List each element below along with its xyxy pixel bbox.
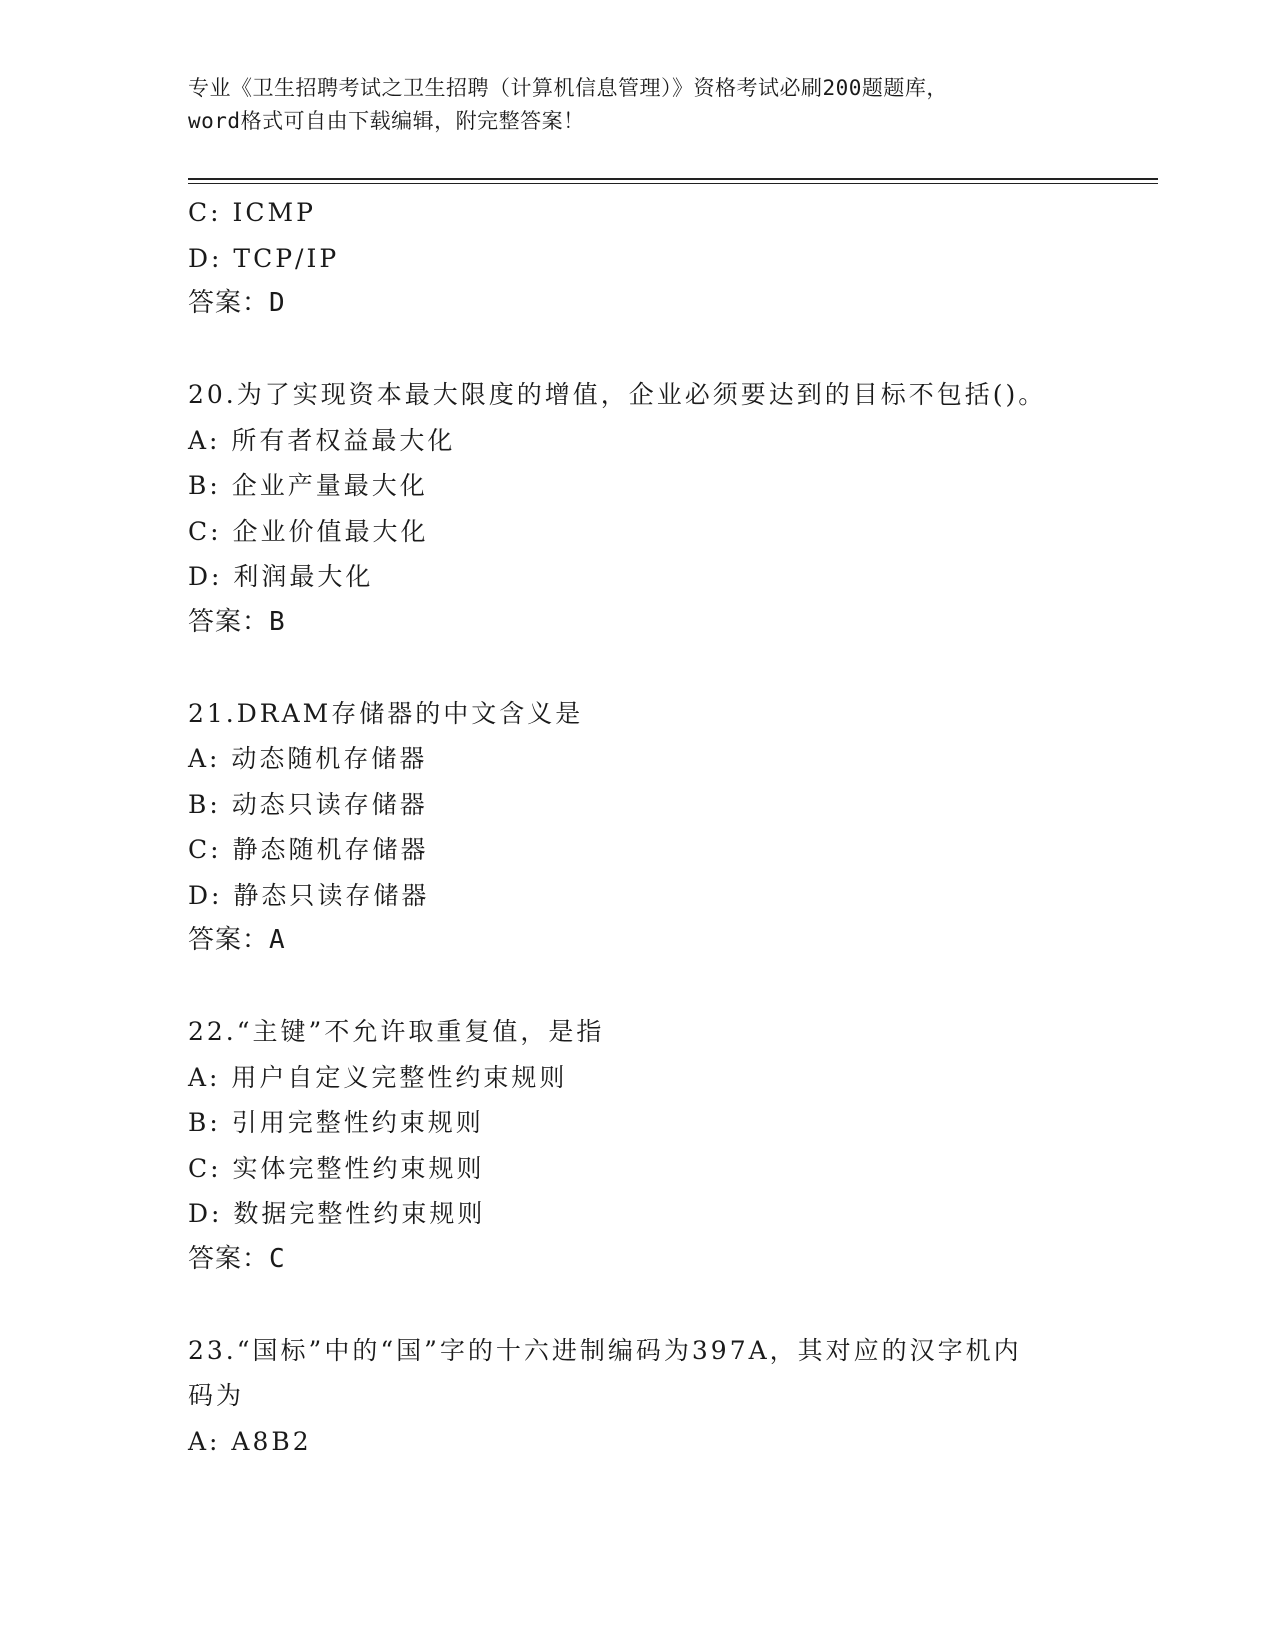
answer-line (188, 1237, 1118, 1283)
option-c: C: 静态随机存储器 (188, 835, 429, 864)
answer-label: 答案： (188, 1243, 270, 1274)
question-stem-line-2: 码为 (188, 1381, 245, 1410)
spacer (188, 645, 1118, 691)
answer-value: A (269, 925, 286, 955)
option-b: B: 企业产量最大化 (188, 471, 428, 500)
option-d: D: 利润最大化 (188, 562, 374, 591)
answer-value: D (269, 288, 286, 318)
option-b: B: 动态只读存储器 (188, 789, 428, 819)
option-c: C: 企业价值最大化 (188, 516, 429, 546)
header-line-2: word格式可自由下载编辑，附完整答案！ (188, 109, 585, 133)
question-22 (188, 1009, 1118, 1282)
question-23 (188, 1328, 1118, 1465)
question-stem: 21.DRAM存储器的中文含义是 (188, 698, 584, 728)
question-stem-line-1: 23.“国标”中的“国”字的十六进制编码为397A，其对应的汉字机内 (188, 1335, 1022, 1365)
question-stem: 20.为了实现资本最大限度的增值，企业必须要达到的目标不包括()。 (188, 380, 1047, 409)
question-21 (188, 691, 1118, 964)
header-line-1: 专业《卫生招聘考试之卫生招聘（计算机信息管理）》资格考试必刷200题题库， (188, 76, 948, 100)
spacer (188, 327, 1118, 373)
option-d: D: TCP/IP (188, 243, 340, 273)
answer-line (188, 918, 1118, 964)
answer-label: 答案： (188, 288, 270, 318)
document-header (188, 72, 1088, 138)
option-a: A: 用户自定义完整性约束规则 (188, 1062, 568, 1092)
answer-value: C (269, 1243, 286, 1274)
question-20 (188, 372, 1118, 645)
option-c: C: ICMP (188, 198, 316, 227)
option-d: D: 静态只读存储器 (188, 880, 430, 910)
option-a: A: 动态随机存储器 (188, 744, 428, 773)
option-a: A: 所有者权益最大化 (188, 425, 456, 455)
answer-line (188, 281, 1118, 327)
answer-label: 答案： (188, 925, 270, 955)
answer-value: B (269, 606, 286, 637)
spacer (188, 1282, 1118, 1328)
question-list (188, 190, 1118, 1464)
option-d: D: 数据完整性约束规则 (188, 1199, 486, 1228)
question-stem: 22.“主键”不允许取重复值，是指 (188, 1017, 605, 1046)
option-a: A: A8B2 (188, 1426, 312, 1456)
answer-label: 答案： (188, 606, 270, 637)
header-divider (188, 178, 1158, 184)
spacer (188, 964, 1118, 1010)
option-b: B: 引用完整性约束规则 (188, 1108, 484, 1137)
option-c: C: 实体完整性约束规则 (188, 1153, 485, 1183)
question-19-tail (188, 190, 1118, 327)
answer-line (188, 600, 1118, 646)
